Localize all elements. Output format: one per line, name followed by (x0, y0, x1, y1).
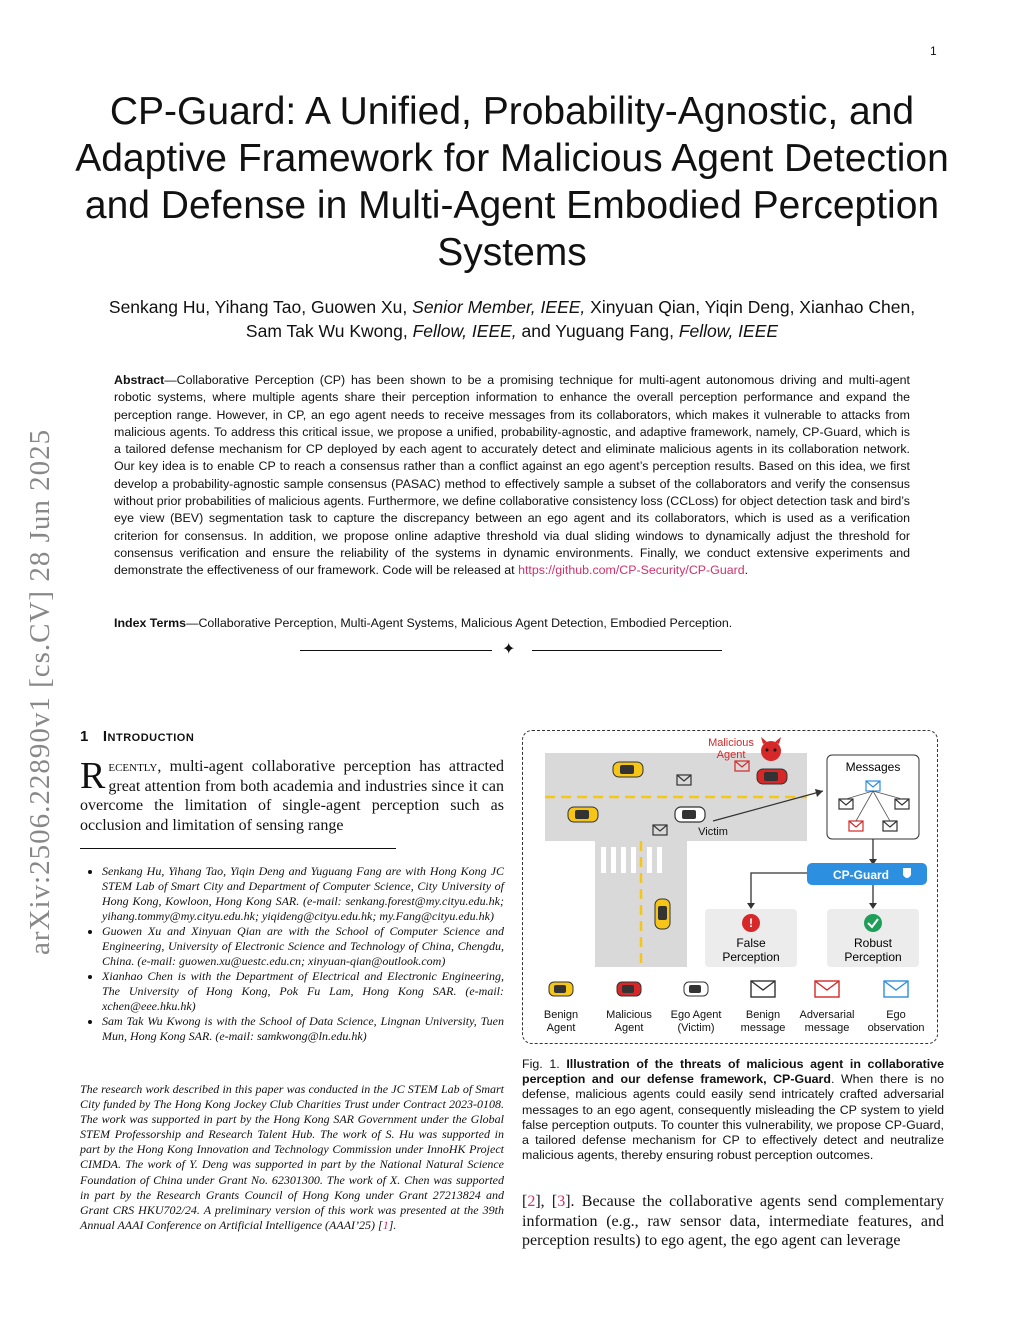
benign-car-icon (568, 807, 598, 822)
legend-ego-observation-icon (884, 981, 908, 997)
legend-label: message (804, 1022, 850, 1034)
malicious-agent-label: Malicious (708, 737, 754, 749)
author-role: Fellow, IEEE (678, 321, 779, 341)
devil-icon (761, 737, 781, 761)
intro-paragraph (80, 757, 504, 835)
separator-line-right (532, 650, 722, 651)
index-terms (114, 615, 910, 632)
warning-glyph: ! (749, 916, 753, 930)
section-title: Introduction (102, 728, 195, 745)
legend-label: Agent (614, 1022, 644, 1034)
legend-label: Malicious (606, 1009, 652, 1021)
malicious-agent-label: Agent (716, 749, 746, 761)
authors-part: Xinyuan Qian, Yiqin Deng, Xianhao Chen, (585, 297, 916, 317)
footnote-rule (80, 848, 396, 849)
abstract-text: —Collaborative Perception (CP) has been shown to be a promising technique for multi-agent autonomous driving and multi-agent robotic systems, where multiple agents share their perception information to enhance the overall perception performance and expand the perception range. However, in CP, an ego agent needs to receive messages from its collaborators, which makes it vulnerable to attacks from malicious agents. To address this critical issue, we propose a unified, probability-agnostic, and adaptive framework, namely, CP-Guard, which is a tailored defense mechanism for CP deployed by each agent to accurately detect and eliminate malicious agents in its collaboration network. Our key idea is to enable CP to reach a consensus rather than a conflict against an ego agent’s perception results. Based on this idea, we first develop a probability-agnostic sample consensus (PASAC) method to effectively sample a subset of the collaborators and verify the consensus without prior probabilities of malicious agents. Furthermore, we define collaborative consistency loss (CCLoss) for object detection task and bird’s eye view (BEV) segmentation task to capture the discrepancy between an ego agent and its collaborators, which is used as a verification criterion for consensus. In addition, we propose online adaptive threshold via dual sliding windows to dynamically adjust the threshold for consensus verification and ensure the reliability of the systems in dynamic environments. Finally, we conduct extensive experiments and demonstrate the effectiveness of our framework. Code will be released at (114, 373, 910, 578)
legend-label: Benign (543, 1009, 579, 1021)
authors-part: Sam Tak Wu Kwong, (245, 321, 413, 341)
affiliation-item: • Guowen Xu and Xinyuan Qian are with the School of Computer Science and Engineering, University of Electronic Science and Technology of China, Chengdu, China. (e-mail: guowen.xu@uestc.edu.cn; xinyuan-qian@outlook.com) (102, 924, 504, 969)
robust-perception-label: Robust (853, 936, 893, 950)
author-role: Senior Member, IEEE, (412, 297, 586, 317)
paper-title: CP-Guard: A Unified, Probability-Agnostic, and Adaptive Framework for Malicious Agent Detection and Defense in Multi-Agent Embodied Perception Systems (75, 90, 949, 274)
citation-link[interactable]: 2 (527, 1193, 536, 1210)
page-number: 1 (930, 44, 937, 58)
figure-caption (522, 1057, 944, 1163)
caption-bold: Illustration of the threats of malicious agent in collaborative perception and our defense framework, CP-Guard (522, 1057, 944, 1087)
check-icon (864, 914, 882, 932)
legend-label: Agent (546, 1022, 576, 1034)
robust-perception-label: Perception (844, 950, 902, 964)
intro-small-caps: ecently, (108, 758, 162, 775)
legend-malicious-agent-icon (617, 982, 641, 996)
citation-link[interactable]: 3 (557, 1193, 566, 1210)
authors-part: Senkang Hu, Yihang Tao, Guowen Xu, (108, 297, 413, 317)
intro-text: multi-agent collaborative perception has attracted great attention from both academia and industries since it can overcome the limitation of single-agent perception such as occlusion and limitation of sensing range (80, 758, 504, 834)
victim-label: Victim (698, 826, 728, 838)
figure-1 (522, 730, 938, 1044)
legend-adversarial-message-icon (815, 981, 839, 997)
citation-link[interactable]: 1 (382, 1217, 389, 1232)
legend-benign-message-icon (751, 981, 775, 997)
shield-icon (903, 868, 911, 878)
section-heading (80, 728, 194, 745)
cp-guard-label: CP-Guard (832, 868, 890, 882)
benign-car-icon (613, 762, 643, 777)
authors-part: and Yuguang Fang, (516, 321, 679, 341)
legend-label: Benign (745, 1009, 781, 1021)
affiliation-item: • Sam Tak Wu Kwong is with the School of Data Science, Lingnan University, Tuen Mun, Hong Kong SAR. (e-mail: samkwong@ln.edu.hk) (102, 1014, 504, 1044)
index-terms-label: Index Terms (114, 616, 187, 630)
funding-end: ]. (388, 1217, 397, 1232)
caption-text: . When there is no defense, malicious agents could easily send intricately crafted adversarial messages to an ego agent, consequently misleading the CP system to yield false perception outputs. To counter this vulnerability, we propose CP-Guard, a tailored defense mechanism for CP to effectively detect and neutralize malicious agents, thereby ensuring robust perception outcomes. (522, 1072, 944, 1163)
legend-label: Ego Agent (670, 1009, 722, 1021)
author-list (60, 295, 964, 343)
citation-separator: ], [ (535, 1193, 558, 1210)
legend-label: Ego (886, 1009, 906, 1021)
false-perception-label: False (736, 936, 766, 950)
false-perception-label: Perception (722, 950, 780, 964)
code-link[interactable]: https://github.com/CP-Security/CP-Guard (518, 563, 745, 578)
separator-glyph: ✦ (502, 641, 516, 658)
legend-label: (Victim) (677, 1022, 715, 1034)
ego-car-icon (675, 807, 705, 822)
right-para-text: ]. Because the collaborative agents send complementary information (e.g., raw sensor data, intermediate features, and perception results) to ego agent, the ego agent can leverage (522, 1193, 944, 1249)
abstract-label: Abstract (114, 373, 165, 387)
figure-illustration (523, 731, 937, 1043)
funding-text: The research work described in this paper was conducted in the JC STEM Lab of Smart City funded by The Hong Kong Jockey Club Charities Trust under Contract 2023-0108. The work was supported in part by the Hong Kong SAR Government under the Global STEM Professorship and Research Talent Hub. The work of S. Hu was supported in part by the Hong Kong Innovation and Technology Commission under InnoHK Project CIMDA. The work of Y. Deng was supported in part by the National Natural Science Foundation of China under Grant No. 62301300. The work of X. Chen was supported in part by the Research Grants Council of Hong Kong under Grant 27213824 and Grant CRS HKU702/24. A preliminary version of this work was presented at the 39th Annual AAAI Conference on Artificial Intelligence (AAAI’25) [ (80, 1082, 504, 1232)
arxiv-identifier[interactable]: arXiv:2506.22890v1 [cs.CV] 28 Jun 2025 (24, 428, 56, 955)
right-column-paragraph: [2], [3]. Because the collaborative agents send complementary information (e.g., raw sensor data, intermediate features, and perception results) to ego agent, the ego agent can leverage (522, 1193, 944, 1249)
caption-prefix: Fig. 1. (522, 1057, 567, 1071)
affiliation-item: • Senkang Hu, Yihang Tao, Yiqin Deng and Yuguang Fang are with Hong Kong JC STEM Lab of Smart City and Department of Computer Science, City University of Hong Kong, Kowloon, Hong Kong SAR. (e-mail: senkang.forest@my.cityu.edu.hk; yihang.tommy@my.cityu.edu.hk; yiqideng@cityu.edu.hk; my.Fang@cityu.edu.hk) (102, 864, 504, 924)
separator-line-left (300, 650, 492, 651)
index-terms-text: —Collaborative Perception, Multi-Agent Systems, Malicious Agent Detection, Embodied Perception. (186, 616, 733, 630)
abstract (114, 372, 910, 580)
legend-label: message (740, 1022, 786, 1034)
affiliation-item: • Xianhao Chen is with the Department of Electrical and Electronic Engineering, The University of Hong Kong, Pok Fu Lam, Hong Kong SAR. (e-mail: xchen@eee.hku.hk) (102, 969, 504, 1014)
legend-label: Adversarial (799, 1009, 855, 1021)
legend-ego-agent-icon (684, 982, 708, 996)
legend-label: observation (867, 1022, 925, 1034)
messages-label: Messages (845, 760, 901, 774)
benign-car-icon (655, 899, 670, 929)
author-role: Fellow, IEEE, (412, 321, 517, 341)
abstract-end: . (744, 563, 749, 578)
malicious-car-icon (757, 769, 787, 784)
funding-note (80, 1082, 504, 1233)
legend-benign-agent-icon (549, 982, 573, 996)
section-number: 1 (80, 728, 89, 745)
affiliations (80, 864, 504, 1044)
drop-cap: R (80, 755, 106, 797)
section-separator (300, 641, 724, 661)
